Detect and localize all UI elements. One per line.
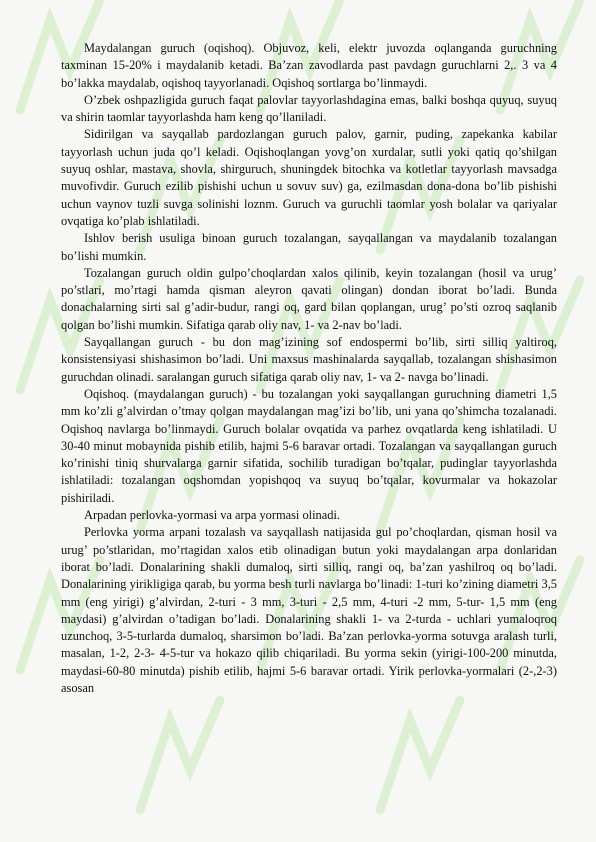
paragraph-2: O’zbek oshpazligida guruch faqat palovlar tayyorlashdagina emas, balki boshqa quyuq, suyuq va shirin taomlar tayyorlashda ham keng qo’llaniladi. xyxy=(61,92,557,125)
watermark-stroke xyxy=(380,700,460,810)
watermark-stroke xyxy=(140,700,220,810)
paragraph-1: Maydalangan guruch (oqishoq). Objuvoz, keli, elektr juvozda oqlanganda guruchning taxminan 15-20% i maydalanib ketadi. Ba’zan zavodlarda past pavdagn guruchlarni 2,. 3 va 4 bo’lakka maydalab, oqishoq tayyorlanadi. Oqishoq sortlarga bo’linmaydi. xyxy=(61,41,557,90)
paragraph-4: Ishlov berish usuliga binoan guruch tozalangan, sayqallangan va maydalanib tozalangan bo’lishi mumkin. xyxy=(61,231,557,263)
paragraph-8: Arpadan perlovka-yormasi va arpa yormasi olinadi. xyxy=(84,508,340,523)
paragraph-9: Perlovka yorma arpani tozalash va sayqallash natijasida gul po’choqlardan, qisman hosil va urug’ po’stlaridan, mo’rtagidan xalos etib olinadigan butun yoki maydalangan arpa donlaridan iborat bo’ladi. Donalarining shakli dumaloq, sirti silliq, rangi oq, ba’zan yashilroq oq bo’ladi. Donalarining yirikligiga qarab, bu yorma besh turli navlarga bo’linadi: 1-turi ko’zining diametri 3,5 mm (eng yirigi) g’alvirdan, 2-turi - 3 mm, 3-turi - 2,5 mm, 4-turi -2 mm, 5-tur- 1,5 mm (eng maydasi) g’alvirdan o’tadigan bo’ladi. Donalarining shakli 1- va 2-turda - uchlari yumaloqroq uzunchoq, 3-5-turlarda dumaloq, sharsimon bo’ladi. Ba’zan perlovka-yorma sotuvga aralash turli, masalan, 1-2, 2-3- 4-5-tur va hokazo qilib chiqariladi. Bu yorma sekin (yirigi-100-200 minutda, maydasi-60-80 minutda) pishib etilib, hajmi 5-6 baravar ortadi. Yirik perlovka-yormalari (2-,2-3) asosan xyxy=(61,525,557,695)
document-body xyxy=(61,40,557,697)
paragraph-6: Sayqallangan guruch - bu don mag’izining sof endospermi bo’lib, sirti silliq yaltiroq, konsistensiyasi shishasimon bo’ladi. Uni maxsus mashinalarda sayqallab, tozalangan shishasimon guruchdan olinadi. saralangan guruch sifatiga qarab oliy nav, 1- va 2- navga bo’linadi. xyxy=(61,335,557,384)
paragraph-5: Tozalangan guruch oldin gulpo’choqlardan xalos qilinib, keyin tozalangan (hosil va urug’ po’stlari, mo’rtagi hamda qisman aleyron qavati olingan) dondan iborat bo’ladi. Bunda donachalarning sirti sal g’adir-budur, rangi oq, gard bilan qoplangan, urug’ po’sti ozroq saqlanib qolgan bo’lishi mumkin. Sifatiga qarab oliy nav, 1- va 2-nav bo’ladi. xyxy=(61,265,557,332)
paragraph-3: Sidirilgan va sayqallab pardozlangan guruch palov, garnir, puding, zapekanka kabilar tayyorlash uchun juda qo’l keladi. Oqishoqlangan yovg’on xurdalar, sutli yoki qatiq qo’shilgan suyuq oshlar, mastava, shovla, shirguruch, shuningdek bitochka va kotletlar tayyorlash mavsadga muvofivdir. Guruch ezilib pishishi uchun u sovuv suv) ga, ezilmasdan dona-dona bo’lib pishishi uchun vaynov tuzli suvga solinishi loznm. Guruch va guruchli taomlar yosh bolalar va qariyalar ovqatiga ko’plab ishlatiladi. xyxy=(61,127,557,228)
paragraph-7: Oqishoq. (maydalangan guruch) - bu tozalangan yoki sayqallangan guruchning diametri 1,5 mm ko’zli g’alvirdan o’tmay qolgan maydalangan mag’izi bo’lib, uni yana qo’shimcha tozalanadi. Oqishoq navlarga bo’linmaydi. Guruch bolalar ovqatida va parhez ovqatlarda keng ishlatiladi. U 30-40 minut mobaynida pishib etilib, hajmi 5-6 baravar ortadi. Tozalangan va sayqallangan guruch ko’rinishi tiniq shurvalarga garnir sifatida, sochilib turadigan bo’tqalar, pudinglar tayyorlashda ishlatiladi: tozalangan oqshomdan yopishqoq va suyuq bo’tqalar, kovurmalar va hokazolar pishiriladi. xyxy=(61,386,557,505)
